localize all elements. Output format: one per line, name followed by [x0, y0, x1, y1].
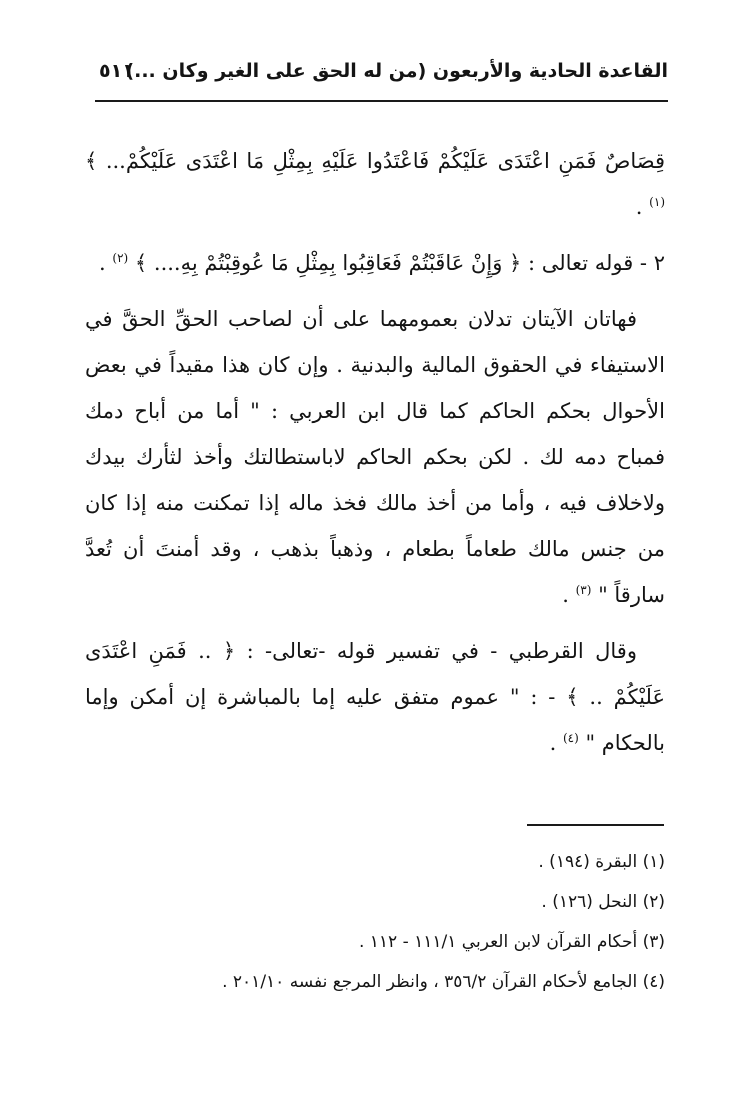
footnote-1: (١) البقرة (١٩٤) . — [538, 852, 665, 872]
paragraph-qurtubi — [85, 628, 665, 766]
quran-verse: قِصَاصٌ فَمَنِ اعْتَدَى عَلَيْكُمْ فَاعْتَدُوا عَلَيْهِ بِمِثْلِ مَا اعْتَدَى عَلَيْكُمْ... — [105, 149, 665, 173]
footnote-2: (٢) النحل (١٢٦) . — [541, 892, 665, 912]
footnote-ref-3: (٣) — [575, 583, 592, 597]
sentence-end: . — [562, 583, 569, 607]
commentary-text: فهاتان الآيتان تدلان بعمومهما على أن لصاحب الحقِّ الحقَّ في الاستيفاء في الحقوق المالية والبدنية . وإن كان هذا مقيداً في بعض الأحوال بحكم الحاكم كما قال ابن العربي : " أما من أباح دمك فمباح دمه لك . لكن بحكم الحاكم لاباستطالتك وأخذ لثأرك بيدك ولاخلاف فيه ، وأما من أخذ مالك فخذ ماله إذا تمكنت منه إذا كان من جنس مالك طعاماً بطعام ، وذهباً بذهب ، وقد أمنتَ أن تُعدَّ سارقاً " — [85, 307, 665, 607]
footnote-4: (٤) الجامع لأحكام القرآن ٣٥٦/٢ ، وانظر المرجع نفسه ٢٠١/١٠ . — [222, 972, 665, 992]
quran-verse: وَإِنْ عَاقَبْتُمْ فَعَاقِبُوا بِمِثْلِ مَا عُوقِبْتُمْ بِهِ.... — [153, 251, 503, 275]
footnote-3: (٣) أحكام القرآن لابن العربي ١١١/١ - ١١٢ . — [358, 932, 665, 952]
footnote-divider — [527, 824, 664, 826]
sentence-end: . — [99, 251, 106, 275]
paragraph-ayah-nahl — [85, 240, 665, 286]
footnotes — [150, 842, 665, 1002]
footnote-ref-4: (٤) — [562, 731, 579, 745]
body-text — [85, 138, 665, 776]
paragraph-commentary — [85, 296, 665, 618]
quran-verse: فَمَنِ اعْتَدَى عَلَيْكُمْ .. — [85, 639, 665, 709]
running-title: القاعدة الحادية والأربعون (من له الحق على الغير وكان ...) — [125, 60, 668, 82]
verse-close-bracket: ﴾ — [134, 251, 148, 275]
quote-text: - : " عموم متفق عليه إما بالمباشرة إن أمكن وإما بالحكام " — [85, 685, 665, 755]
verse-close-bracket: ﴾ — [566, 685, 579, 709]
verse-intro: ٢ - قوله تعالى : ﴿ — [509, 251, 665, 275]
footnote-ref-2: (٢) — [112, 251, 129, 265]
footnote-ref-1: (١) — [649, 195, 665, 209]
page-header — [95, 58, 668, 102]
verse-close-bracket: ﴾ — [85, 149, 98, 173]
sentence-end: . — [549, 731, 557, 755]
page-number: ٥١١ — [99, 60, 134, 82]
sentence-end: . — [635, 195, 643, 219]
quote-intro: وقال القرطبي - في تفسير قوله -تعالى- : ﴿ .. — [198, 639, 637, 663]
paragraph-ayah-baqarah — [85, 138, 665, 230]
